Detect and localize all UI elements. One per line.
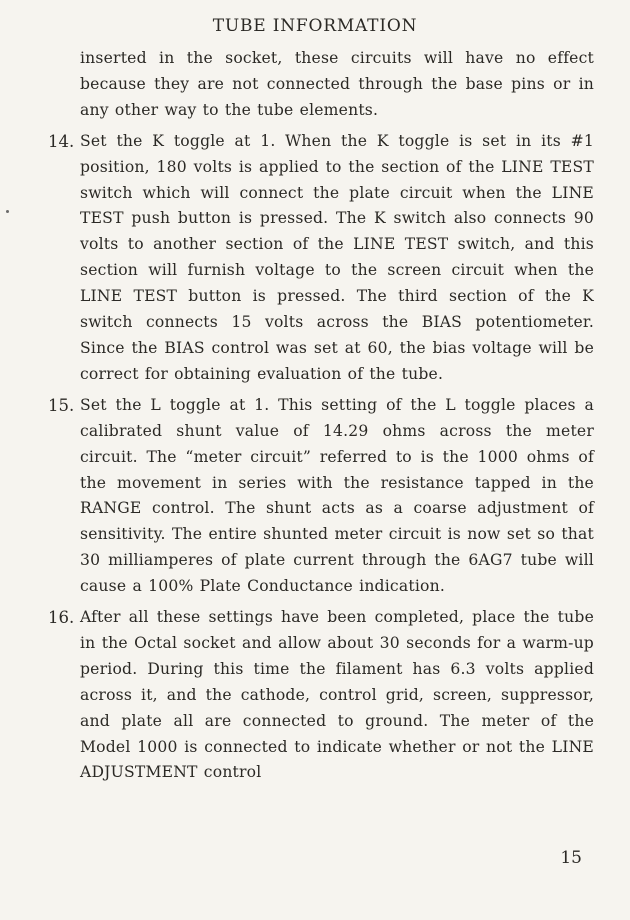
item-number: 16. <box>48 608 75 628</box>
item-text: Set the L toggle at 1. This setting of the L toggle places a calibrated shunt value of 14.29 ohms across the meter circuit. The “meter circuit” referred to is the 1000 ohms of the movement in series with the resistance tapped in the RANGE control. The shunt acts as a coarse adjustment of sensitivity. The entire shunted meter circuit is now set so that 30 milliamperes of plate current through the 6AG7 tube will cause a 100% Plate Conductance indication. <box>80 395 594 596</box>
item-number: 15. <box>48 395 75 415</box>
intro-paragraph: inserted in the socket, these circuits will have no effect because they are not connected through the base pins or in any other way to the tube elements. <box>80 49 594 119</box>
item-text: After all these settings have been completed, place the tube in the Octal socket and allow about 30 seconds for a warm-up period. During this time the filament has 6.3 volts applied across it, and the cathode, control grid, screen, suppressor, and plate all are connected to ground. The meter of the Model 1000 is connected to indicate whether or not the LINE ADJUSTMENT control <box>80 608 594 782</box>
page-header-title: TUBE INFORMATION <box>212 16 418 36</box>
item-text: Set the K toggle at 1. When the K toggle is set in its #1 position, 180 volts is applied to the section of the LINE TEST switch which will connect the plate circuit when the LINE TEST push button is pressed. The K switch also connects 90 volts to another section of the LINE TEST switch, and this section will furnish voltage to the screen circuit when the LINE TEST button is pressed. The third section of the K switch connects 15 volts across the BIAS potentiometer. Since the BIAS control was set at 60, the bias voltage will be correct for obtaining evaluation of the tube. <box>80 131 594 383</box>
list-item-16 <box>46 605 594 786</box>
page-number: 15 <box>560 848 582 868</box>
margin-dot <box>6 210 9 213</box>
page-body <box>46 46 594 786</box>
list-item-15 <box>46 393 594 600</box>
list-item-14 <box>46 129 594 388</box>
item-number: 14. <box>48 131 75 151</box>
